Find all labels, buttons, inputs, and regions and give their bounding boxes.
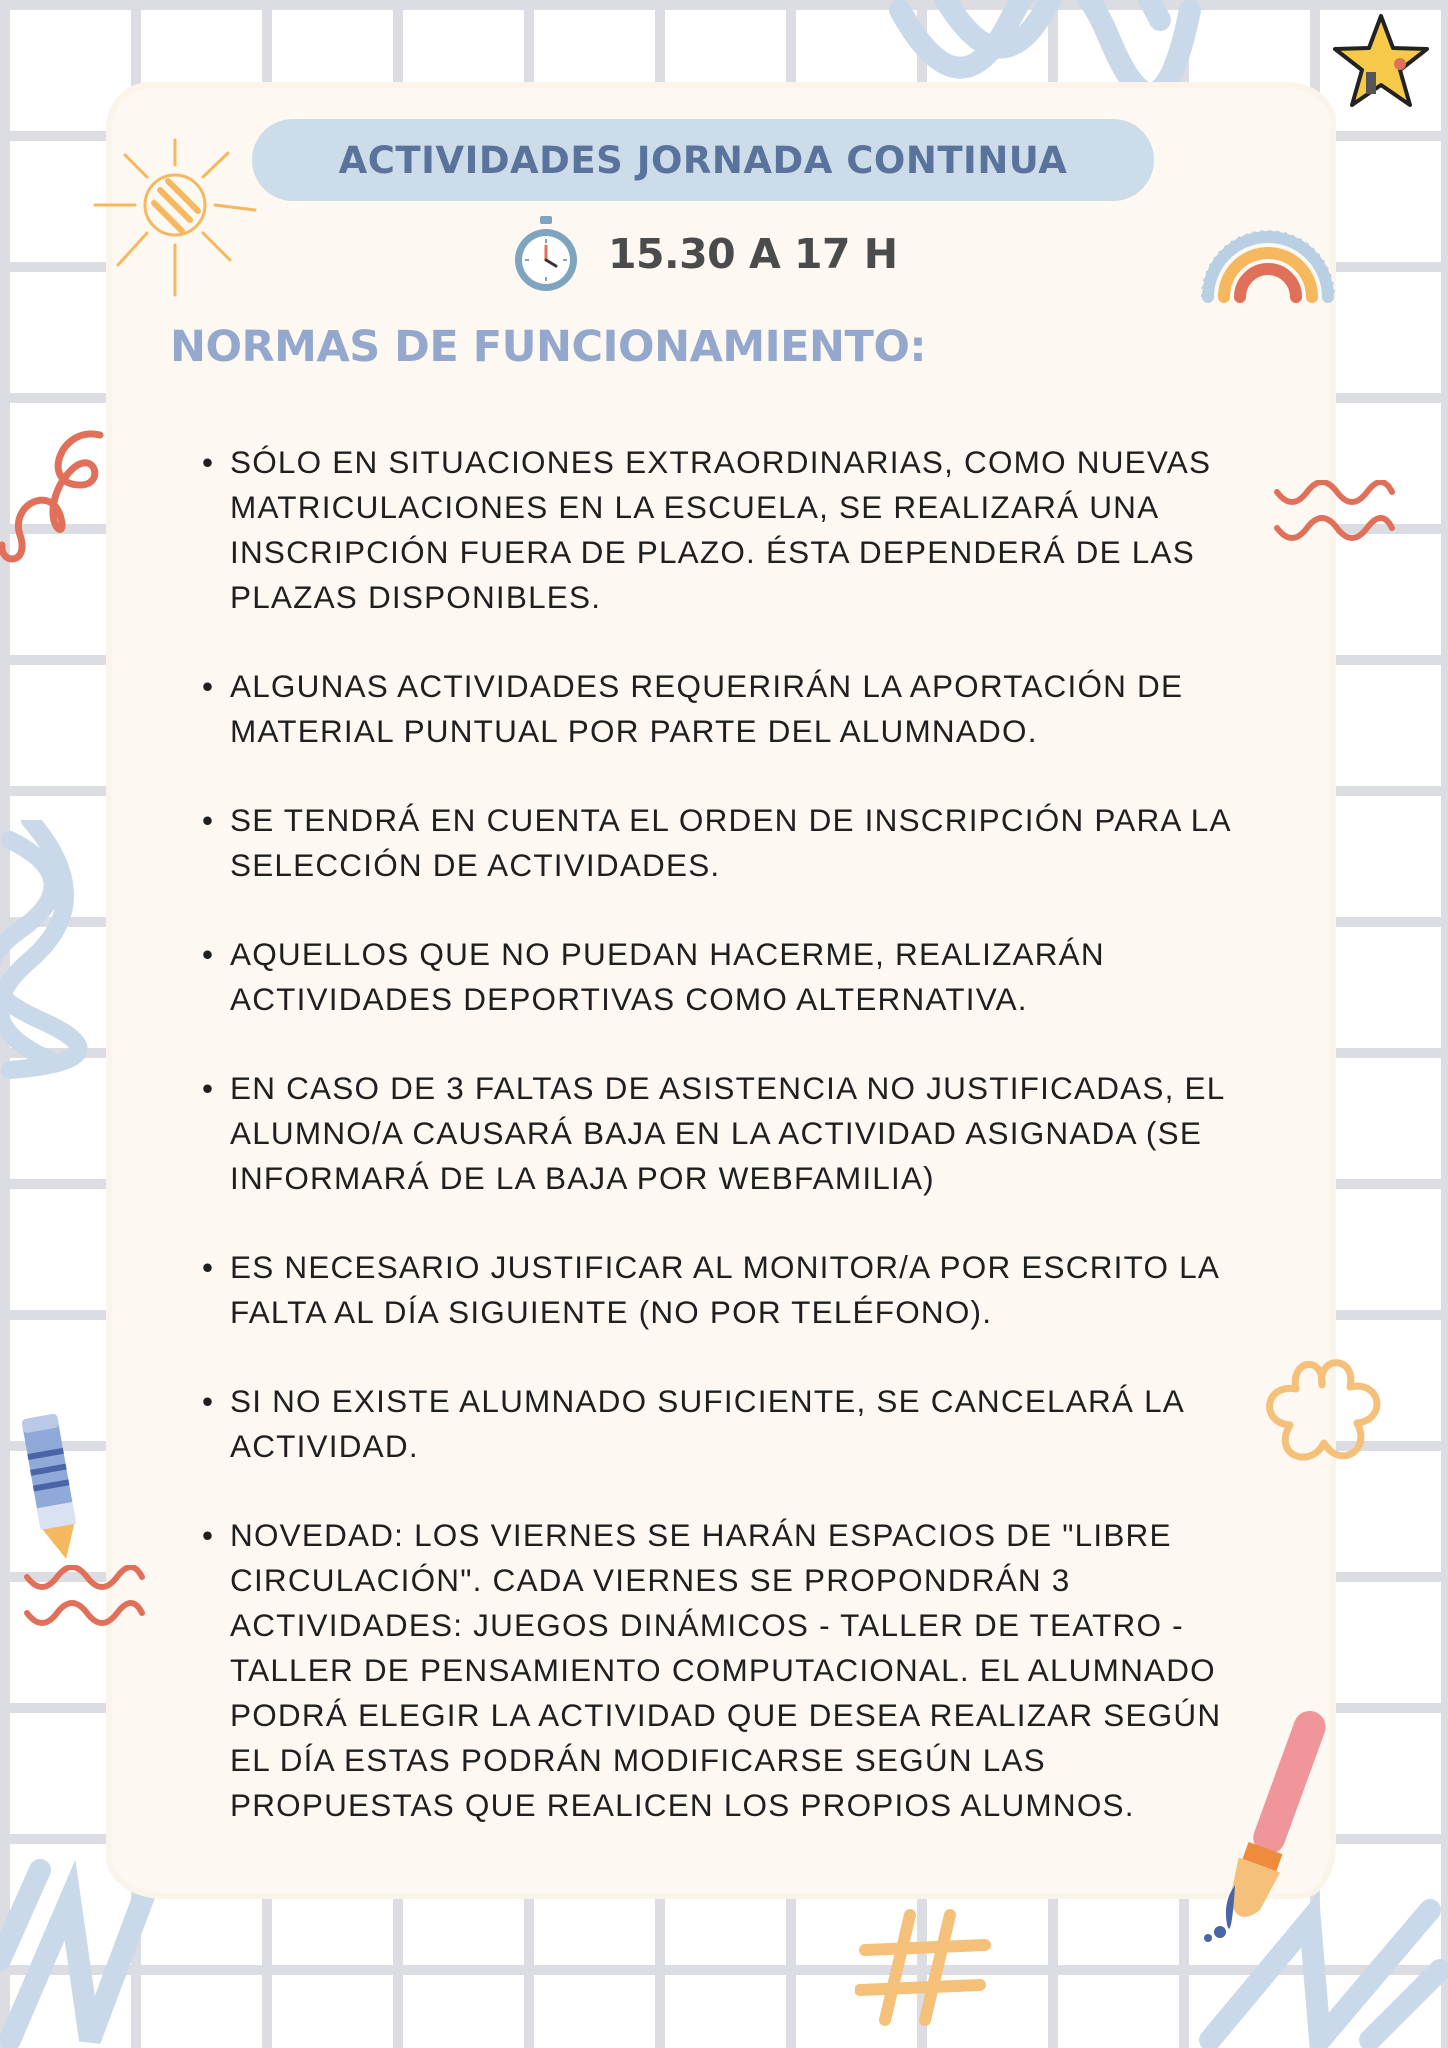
title-banner (252, 119, 1154, 201)
section-heading: NORMAS DE FUNCIONAMIENTO: (170, 322, 927, 372)
star-badge-icon (1330, 12, 1432, 112)
rule-item: • ES NECESARIO JUSTIFICAR AL MONITOR/A POR ESCRITO LA FALTA AL DÍA SIGUIENTE (NO POR TELÉFONO). (200, 1245, 1250, 1335)
rule-item: • AQUELLOS QUE NO PUEDAN HACERME, REALIZARÁN ACTIVIDADES DEPORTIVAS COMO ALTERNATIVA. (200, 932, 1250, 1022)
rule-item: • NOVEDAD: LOS VIERNES SE HARÁN ESPACIOS DE "LIBRE CIRCULACIÓN". CADA VIERNES SE PROPONDRÁN 3 ACTIVIDADES: JUEGOS DINÁMICOS - TALLER DE TEATRO - TALLER DE PENSAMIENTO COMPUTACIONAL. EL ALUMNADO PODRÁ ELEGIR LA ACTIVIDAD QUE DESEA REALIZAR SEGÚN EL DÍA ESTAS PODRÁN MODIFICARSE SEGÚN LAS PROPUESTAS QUE REALICEN LOS PROPIOS ALUMNOS. (200, 1513, 1250, 1828)
rules-list (200, 440, 1250, 1872)
crayon-icon (14, 1410, 94, 1570)
rule-item: • ALGUNAS ACTIVIDADES REQUERIRÁN LA APORTACIÓN DE MATERIAL PUNTUAL POR PARTE DEL ALUMNADO. (200, 664, 1250, 754)
squiggle-icon (0, 425, 110, 575)
sun-icon (90, 135, 260, 305)
rule-item: • EN CASO DE 3 FALTAS DE ASISTENCIA NO JUSTIFICADAS, EL ALUMNO/A CAUSARÁ BAJA EN LA ACTIVIDAD ASIGNADA (SE INFORMARÁ DE LA BAJA POR WEBFAMILIA) (200, 1066, 1250, 1201)
paintbrush-icon (1200, 1700, 1350, 1950)
stopwatch-icon (510, 214, 582, 294)
rainbow-icon (1200, 205, 1335, 305)
rule-item: • SI NO EXISTE ALUMNADO SUFICIENTE, SE CANCELARÁ LA ACTIVIDAD. (200, 1379, 1250, 1469)
rule-item: • SE TENDRÁ EN CUENTA EL ORDEN DE INSCRIPCIÓN PARA LA SELECCIÓN DE ACTIVIDADES. (200, 798, 1250, 888)
page-title: ACTIVIDADES JORNADA CONTINUA (338, 138, 1068, 182)
wave-left-icon (22, 1565, 147, 1635)
schedule-time: 15.30 A 17 H (608, 230, 898, 278)
hashtag-icon (855, 1905, 995, 2030)
wave-icon (1272, 480, 1397, 550)
scribble-left-icon (0, 820, 110, 1080)
flower-icon (1262, 1355, 1382, 1470)
rule-item: • SÓLO EN SITUACIONES EXTRAORDINARIAS, COMO NUEVAS MATRICULACIONES EN LA ESCUELA, SE REALIZARÁ UNA INSCRIPCIÓN FUERA DE PLAZO. ÉSTA DEPENDERÁ DE LAS PLAZAS DISPONIBLES. (200, 440, 1250, 620)
schedule-row (510, 214, 898, 294)
